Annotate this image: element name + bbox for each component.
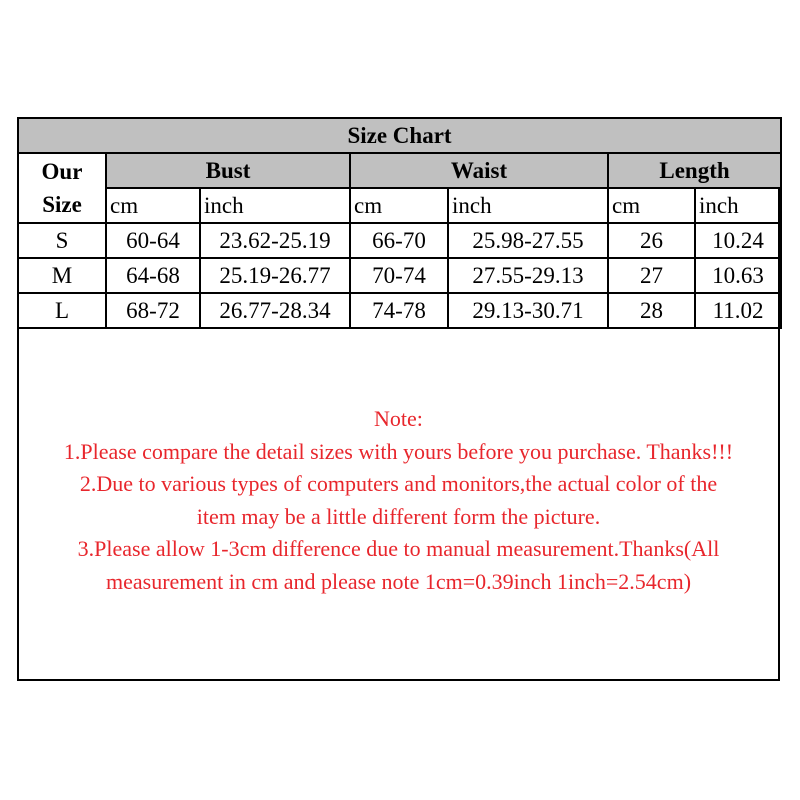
waist-inch-cell: 25.98-27.55 [448,223,608,258]
bust-header: Bust [106,153,350,188]
size-chart-table [17,117,782,329]
our-size-header [18,153,106,223]
chart-title: Size Chart [18,118,781,153]
waist-cm-cell: 74-78 [350,293,448,328]
our-size-header-line2: Size [42,192,82,217]
waist-cm-cell: 70-74 [350,258,448,293]
unit-row [18,188,781,223]
group-header-row [18,153,781,188]
waist-inch-cell: 27.55-29.13 [448,258,608,293]
bust-inch-unit: inch [200,188,350,223]
length-header: Length [608,153,781,188]
bust-inch-cell: 23.62-25.19 [200,223,350,258]
size-label: L [18,293,106,328]
title-row [18,118,781,153]
bust-cm-cell: 64-68 [106,258,200,293]
length-inch-cell: 11.02 [695,293,781,328]
waist-inch-unit: inch [448,188,608,223]
length-cm-unit: cm [608,188,695,223]
bust-cm-unit: cm [106,188,200,223]
size-row-m [18,258,781,293]
note-line-3: item may be a little different form the picture. [196,503,601,529]
size-label: M [18,258,106,293]
length-inch-cell: 10.24 [695,223,781,258]
our-size-header-line1: Our [41,159,83,184]
note-line-4: 3.Please allow 1-3cm difference due to manual measurement.Thanks(All [77,536,720,561]
waist-cm-unit: cm [350,188,448,223]
length-inch-unit: inch [695,188,781,223]
bust-inch-cell: 25.19-26.77 [200,258,350,293]
waist-cm-cell: 66-70 [350,223,448,258]
waist-header: Waist [350,153,608,188]
size-row-s [18,223,781,258]
bust-cm-cell: 68-72 [106,293,200,328]
waist-inch-cell: 29.13-30.71 [448,293,608,328]
length-cm-cell: 27 [608,258,695,293]
note-heading: Note: [374,406,423,431]
length-inch-cell: 10.63 [695,258,781,293]
size-row-l [18,293,781,328]
note-line-2: 2.Due to various types of computers and monitors,the actual color of the [79,471,718,496]
note-line-5: measurement in cm and please note 1cm=0.39inch 1inch=2.54cm) [105,568,692,594]
bust-cm-cell: 60-64 [106,223,200,258]
note-line-1: 1.Please compare the detail sizes with yours before you purchase. Thanks!!! [63,438,734,464]
length-cm-cell: 26 [608,223,695,258]
note-block [17,403,780,598]
length-cm-cell: 28 [608,293,695,328]
bust-inch-cell: 26.77-28.34 [200,293,350,328]
size-label: S [18,223,106,258]
